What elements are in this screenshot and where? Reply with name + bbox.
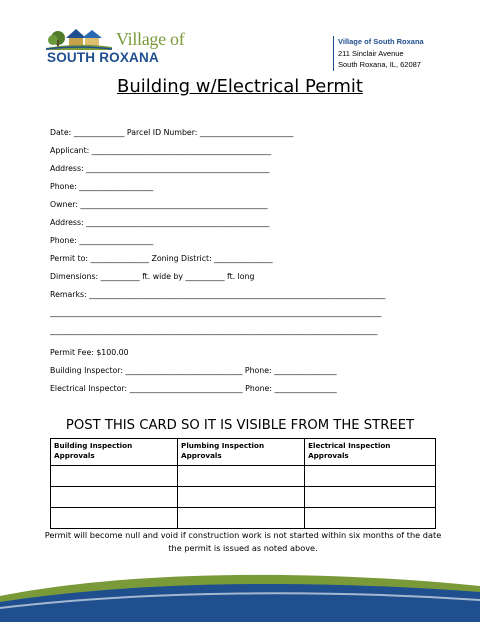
table-cell[interactable] [178,466,305,487]
village-logo [44,24,184,68]
address-city: South Roxana, IL, 62087 [338,60,421,69]
permit-form-fields [50,127,434,401]
page-title: Building w/Electrical Permit [117,76,363,97]
table-cell[interactable] [51,508,178,529]
address-org: Village of South Roxana [338,37,424,46]
houses-trees-icon [44,24,114,50]
owner-row[interactable]: Owner: ________________________________________________ [50,200,268,209]
table-cell[interactable] [305,487,436,508]
remarks-line-3[interactable]: ____________________________________________________________________________________ [50,326,378,335]
owner-address-row[interactable]: Address: _______________________________________________ [50,218,270,227]
table-cell[interactable] [305,466,436,487]
permit-zoning-row[interactable]: Permit to: _______________ Zoning District: _______________ [50,254,273,263]
table-row [51,487,436,508]
table-row [51,508,436,529]
table-row [51,466,436,487]
electrical-approvals-header: Electrical Inspection Approvals [305,439,436,466]
approvals-table [50,438,436,529]
table-cell[interactable] [178,508,305,529]
remarks-row[interactable]: Remarks: ____________________________________________________________________________ [50,290,386,299]
logo-town-name: SOUTH ROXANA [47,50,159,65]
table-cell[interactable] [178,487,305,508]
plumbing-approvals-header: Plumbing Inspection Approvals [178,439,305,466]
table-cell[interactable] [51,487,178,508]
address-street: 211 Sinclair Avenue [338,48,404,58]
applicant-address-row[interactable]: Address: _______________________________________________ [50,164,270,173]
decorative-swoosh [0,562,480,622]
electrical-inspector-row[interactable]: Electrical Inspector: _____________________________ Phone: ________________ [50,384,337,393]
applicant-row[interactable]: Applicant: ______________________________________________ [50,146,272,155]
validity-footnote: Permit will become null and void if construction work is not started within six months of the date the permit is issued as noted above. [44,530,442,553]
owner-phone-row[interactable]: Phone: ___________________ [50,236,154,245]
permit-fee-row: Permit Fee: $100.00 [50,348,129,357]
applicant-phone-row[interactable]: Phone: ___________________ [50,182,154,191]
date-parcel-row[interactable]: Date: _____________ Parcel ID Number: ________________________ [50,128,294,137]
dimensions-row[interactable]: Dimensions: __________ ft. wide by __________ ft. long [50,272,255,281]
table-cell[interactable] [51,466,178,487]
logo-script-text: Village of [116,29,185,49]
village-address [333,36,424,71]
table-cell[interactable] [305,508,436,529]
post-card-notice: POST THIS CARD SO IT IS VISIBLE FROM THE STREET [65,418,415,433]
building-approvals-header: Building Inspection Approvals [51,439,178,466]
remarks-line-2[interactable]: _____________________________________________________________________________________ [50,308,382,317]
building-inspector-row[interactable]: Building Inspector: ______________________________ Phone: ________________ [50,366,337,375]
